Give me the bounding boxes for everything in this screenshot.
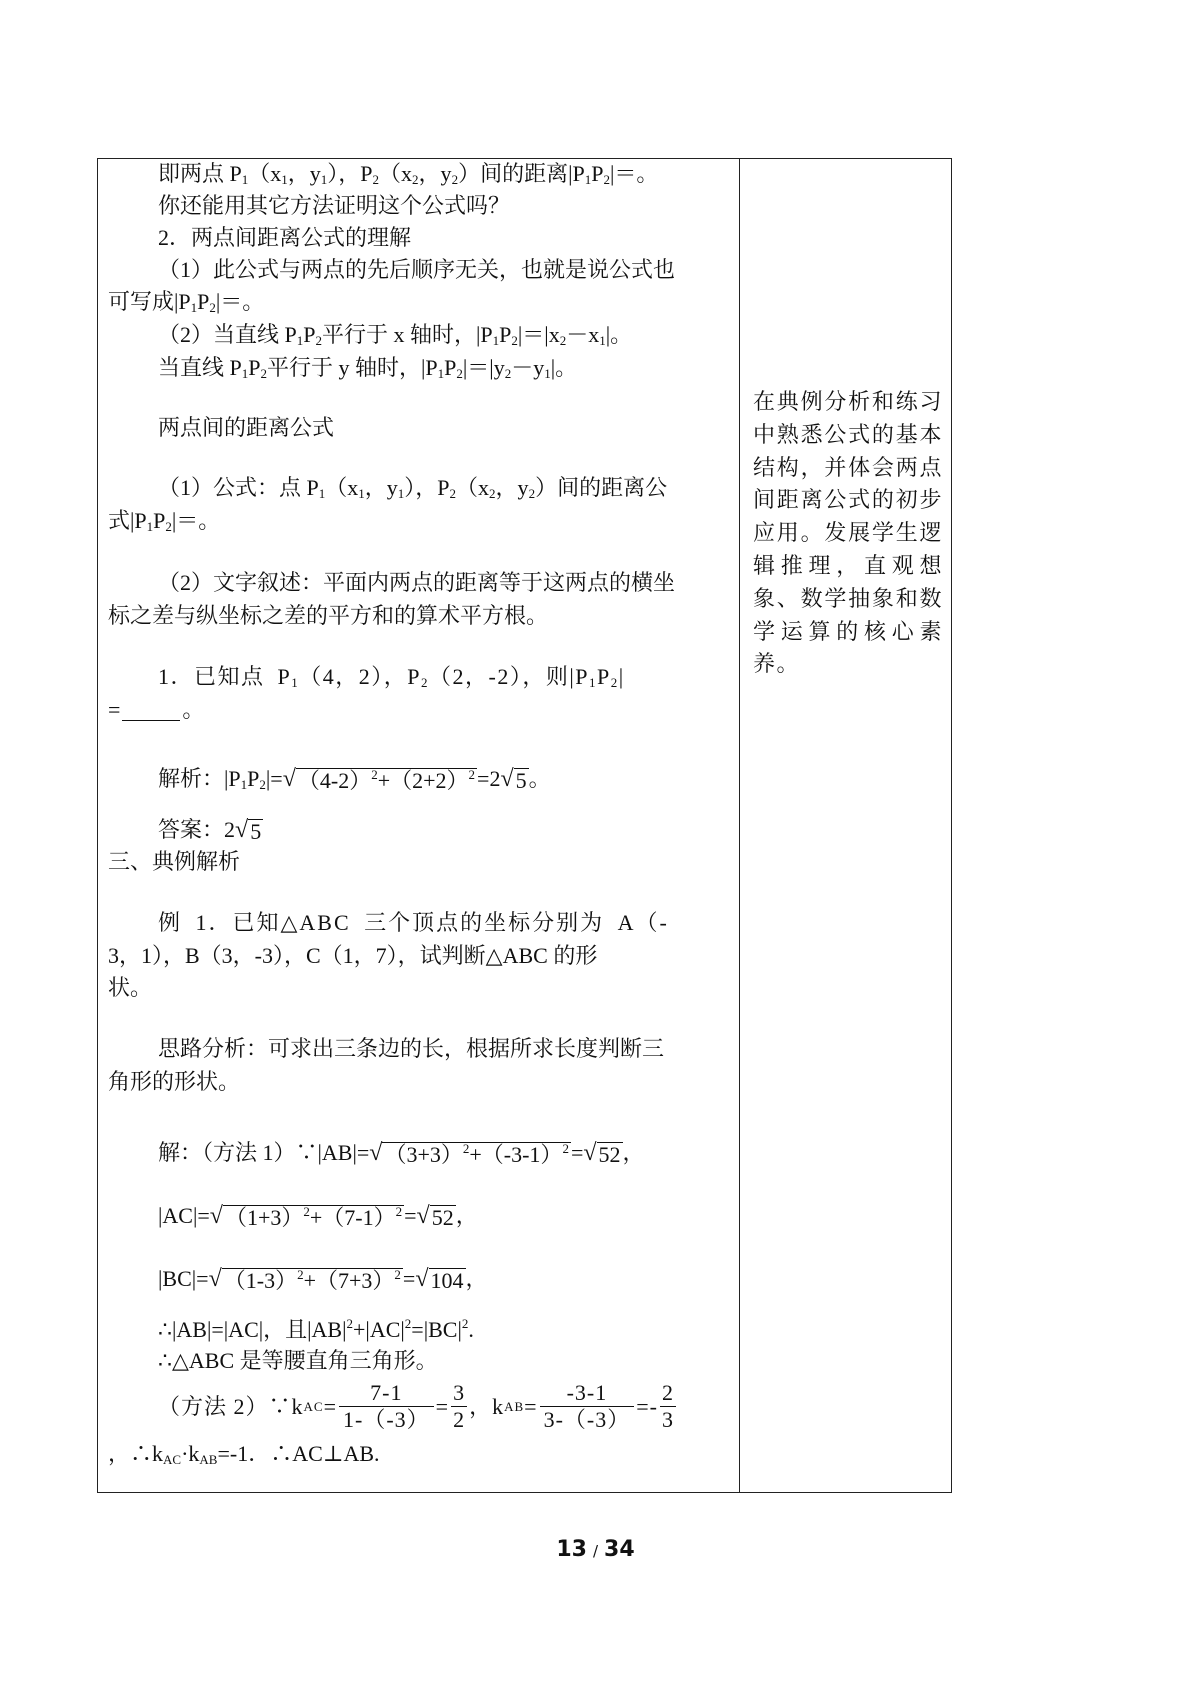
design-intent-note: 在典例分析和练习中熟悉公式的基本结构，并体会两点间距离公式的初步应用。发展学生逻辑推理，直观想象、数学抽象和数学运算的核心素养。 [753,389,943,677]
intro-line-2: 你还能用其它方法证明这个公式吗？ [158,193,511,218]
radical-expression: √ 52 [416,1203,454,1230]
radical-expression: √ 5 [500,766,527,793]
radical-expression: √ $(1+3)^2+(7-1)^2$ [209,1203,403,1230]
exercise-solution: 解析：$|P_1P_2|=$ √ $(4-2)^2+(2+2)^2$ =2 √ 5 。 [158,766,551,793]
description-line-2: 标之差与纵坐标之差的平方和的算术平方根。 [108,603,549,628]
formula-title: 两点间的距离公式 [158,415,335,440]
radical-expression: √ $(1-3)^2+(7+3)^2$ [208,1266,401,1293]
formula-line-1: （1）公式：点 $P_1(x_1$，$y_1$），$P_2(x_2$，$y_2$）间的距离公 [158,475,668,501]
exercise-answer: 答案：2 √ 5 [158,817,262,844]
conclusion-line-1: ∴|AB|=|AC|，且$|AB|^2+|AC|^2=|BC|^2$. [158,1316,474,1342]
intro-line-1: 即两点 $P_1(x_1$，$y_1$），$P_2(x_2$，$y_2$）间的距离$|P_1P_2|=$。 [158,161,659,187]
exercise-question-line-1: 1．已知点 $P_1(4$，2），$P_2(2$，-2），则$|P_1P_2|$ [158,664,625,690]
page-number: 13 / 34 [556,1537,635,1562]
analysis-line-1: 思路分析：可求出三条边的长，根据所求长度判断三 [158,1036,665,1061]
intro-line-5: 可写成$|P_1P_2|=$。 [108,289,265,315]
fraction: $\frac{3}{2}$ [453,1380,466,1432]
answer-blank [122,700,180,721]
fraction: $\frac{-3-1}{3-(-3)}$ [540,1380,635,1433]
table-column-divider [739,158,740,1493]
method2-conclusion: ，$\therefore k_{AC}\cdot k_{AB}=-1$．∴AC⊥AB. [108,1441,380,1467]
radical-expression: √ 104 [415,1266,464,1293]
method2-line: （方法 2）∵k AC = $\frac{7-1}{1-(-3)}$ = $\frac{3}{2}$ ，k AB = $\frac{-3-1}{3-(-3)}$ =- $\frac{2}{3}$ [158,1380,674,1432]
example-line-3: 状。 [108,975,153,1000]
exercise-question-line-2: = 。 [108,697,205,722]
conclusion-line-2: ∴△ABC 是等腰直角三角形。 [158,1348,438,1373]
method1-ac: |AC|= √ $(1+3)^2+(7-1)^2$ = √ 52 ， [158,1203,478,1230]
radical-expression: √ $(4-2)^2+(2+2)^2$ [282,766,476,793]
radical-expression: √ $(3+3)^2+(-3-1)^2$ [369,1140,569,1167]
description-line-1: （2）文字叙述：平面内两点的距离等于这两点的横坐 [158,570,676,595]
formula-line-2: 式$|P_1P_2|=$。 [108,508,221,534]
intro-line-6: （2）当直线 $P_1P_2$平行于 x 轴时，$|P_1P_2|=|x_2-x_1|$。 [158,322,633,348]
example-line-1: 例 1．已知△ABC 三个顶点的坐标分别为 A（- [158,910,669,935]
section-heading: 三、典例解析 [108,849,241,874]
radical-expression: √ 52 [583,1140,621,1167]
intro-line-3: 2．两点间距离公式的理解 [158,225,412,250]
fraction: $\frac{7-1}{1-(-3)}$ [339,1380,434,1433]
analysis-line-2: 角形的形状。 [108,1069,241,1094]
intro-line-7: 当直线 $P_1P_2$平行于 y 轴时，$|P_1P_2|=|y_2-y_1|$。 [158,355,578,381]
method1-bc: |BC|= √ $(1-3)^2+(7+3)^2$ = √ 104 ， [158,1266,488,1293]
example-line-2: 3，1），B（3，-3），C（1，7），试判断△ABC 的形 [108,943,598,968]
radical-expression: √ 5 [235,817,262,844]
intro-line-4: （1）此公式与两点的先后顺序无关，也就是说公式也 [158,257,676,282]
fraction: $\frac{2}{3}$ [661,1380,674,1432]
method1-ab: 解：（方法 1）∵|AB|= √ $(3+3)^2+(-3-1)^2$ = √ 52 ， [158,1140,645,1167]
